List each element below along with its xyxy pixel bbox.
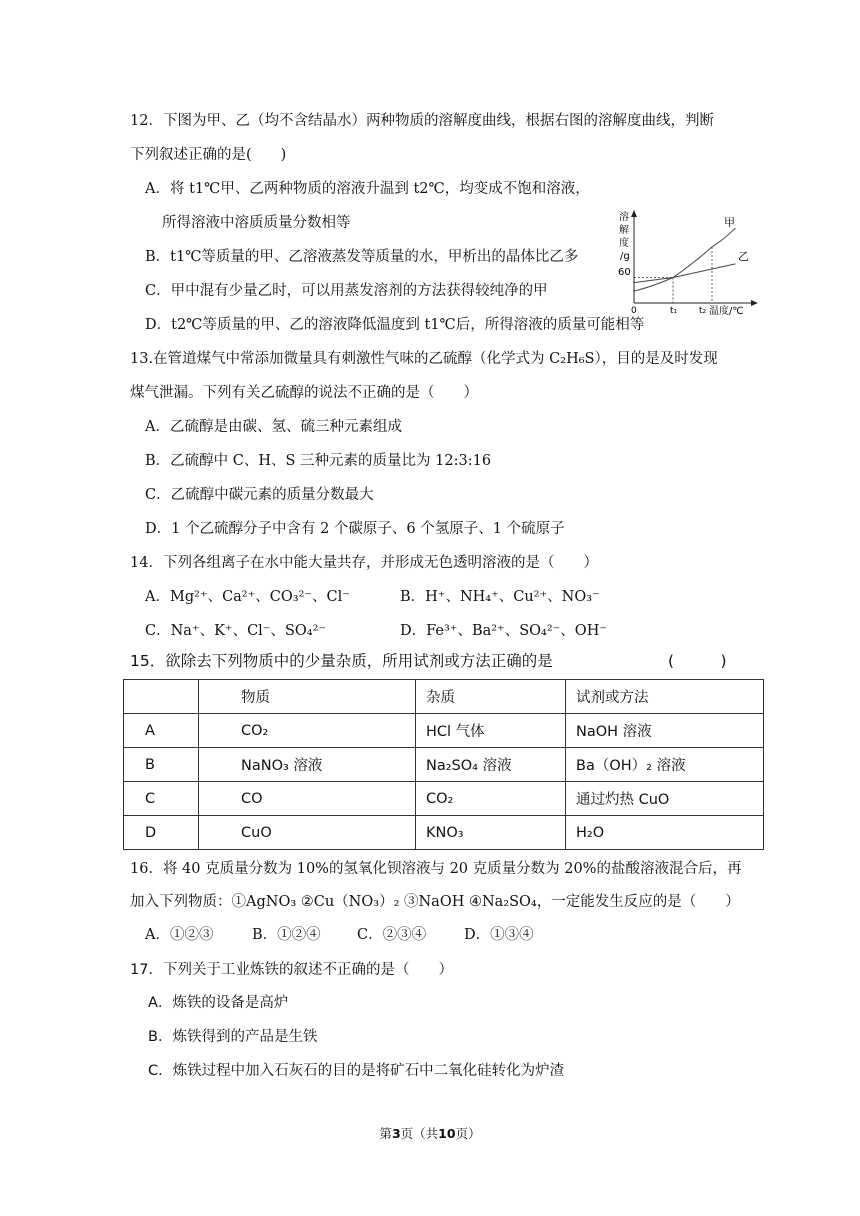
q12-stem-line2: 下列叙述正确的是( ) (130, 147, 287, 163)
table-cell: NaNO₃ 溶液 (199, 748, 416, 782)
table-cell: H₂O (566, 816, 764, 850)
table-cell: CO (199, 782, 416, 816)
table-cell: A (124, 714, 199, 748)
q15-answer-paren: ( ) (668, 652, 727, 670)
table-row (124, 714, 764, 748)
footer-suffix: 页） (455, 1126, 481, 1141)
table-cell: B (124, 748, 199, 782)
q16-option-a: A．①②③ (145, 927, 214, 943)
table-header-cell: 物质 (199, 680, 416, 714)
q16-stem-line1: 16．将 40 克质量分数为 10%的氢氧化钡溶液与 20 克质量分数为 20%的盐酸溶液混合后，再 (130, 861, 742, 877)
q16-option-b: B．①②④ (252, 927, 321, 943)
table-cell: CuO (199, 816, 416, 850)
table-row (124, 748, 764, 782)
q15-stem: 15．欲除去下列物质中的少量杂质，所用试剂或方法正确的是 (130, 652, 553, 670)
q14-option-a: A．Mg²⁺、Ca²⁺、CO₃²⁻、Cl⁻ (145, 589, 350, 605)
q13-option-d: D．1 个乙硫醇分子中含有 2 个碳原子、6 个氢原子、1 个硫原子 (145, 521, 565, 537)
q14-option-d: D．Fe³⁺、Ba²⁺、SO₄²⁻、OH⁻ (400, 623, 607, 639)
legend-yi: 乙 (738, 250, 749, 263)
x-tick-t1: t₁ (670, 306, 678, 316)
q12-option-a-line2: 所得溶液中溶质质量分数相等 (162, 215, 351, 231)
q13-option-c: C．乙硫醇中碳元素的质量分数最大 (145, 487, 374, 503)
curve-jia (634, 228, 735, 291)
footer-middle: 页（共 (400, 1126, 439, 1141)
y-axis-label-1: 溶 (619, 212, 629, 223)
table-row (124, 816, 764, 850)
q12-option-a-line1: A．将 t1℃甲、乙两种物质的溶液升温到 t2℃，均变成不饱和溶液， (145, 181, 590, 197)
table-cell: 通过灼热 CuO (566, 782, 764, 816)
q14-option-c: C．Na⁺、K⁺、Cl⁻、SO₄²⁻ (145, 623, 327, 639)
q12-option-c: C．甲中混有少量乙时，可以用蒸发溶剂的方法获得较纯净的甲 (145, 283, 548, 299)
table-header-cell: 杂质 (416, 680, 566, 714)
q16-option-c: C．②③④ (357, 927, 427, 943)
q17-option-c: C．炼铁过程中加入石灰石的目的是将矿石中二氧化硅转化为炉渣 (148, 1063, 565, 1079)
q14-stem: 14．下列各组离子在水中能大量共存，并形成无色透明溶液的是（ ） (130, 555, 598, 571)
q16-option-d: D．①③④ (464, 927, 534, 943)
x-tick-0: 0 (631, 306, 637, 316)
solubility-curve-chart (612, 208, 760, 320)
table-cell: HCl 气体 (416, 714, 566, 748)
table-cell: KNO₃ (416, 816, 566, 850)
y-axis-arrow (631, 210, 637, 217)
q12-stem-line1: 12．下图为甲、乙（均不含结晶水）两种物质的溶解度曲线，根据右图的溶解度曲线，判断 (130, 113, 714, 129)
q13-option-a: A．乙硫醇是由碳、氢、硫三种元素组成 (145, 419, 402, 435)
legend-jia: 甲 (724, 216, 735, 229)
table-cell: Na₂SO₄ 溶液 (416, 748, 566, 782)
x-axis-label: 温度/℃ (709, 306, 744, 317)
x-axis-arrow (751, 300, 758, 306)
q12-option-b: B．t1℃等质量的甲、乙溶液蒸发等质量的水，甲析出的晶体比乙多 (145, 249, 579, 265)
q12-option-d: D．t2℃等质量的甲、乙的溶液降低温度到 t1℃后，所得溶液的质量可能相等 (145, 317, 645, 333)
q13-stem-line2: 煤气泄漏。下列有关乙硫醇的说法不正确的是（ ） (130, 385, 478, 401)
y-tick-60: 60 (618, 267, 631, 278)
y-axis-label-4: /g (620, 251, 630, 262)
page-footer (0, 1124, 860, 1142)
q17-option-a: A．炼铁的设备是高炉 (148, 995, 289, 1011)
table-header-cell: 试剂或方法 (566, 680, 764, 714)
q16-stem-line2: 加入下列物质：①AgNO₃ ②Cu（NO₃）₂ ③NaOH ④Na₂SO₄，一定能发生反应的是（ ） (130, 894, 740, 910)
q13-stem-line1: 13.在管道煤气中常添加微量具有刺激性气味的乙硫醇（化学式为 C₂H₆S），目的是及时发现 (130, 351, 718, 367)
q17-option-b: B．炼铁得到的产品是生铁 (148, 1029, 318, 1045)
table-cell: CO₂ (199, 714, 416, 748)
x-tick-t2: t₂ (699, 306, 707, 316)
footer-prefix: 第 (379, 1126, 392, 1141)
q14-option-b: B．H⁺、NH₄⁺、Cu²⁺、NO₃⁻ (400, 589, 600, 605)
table-cell: NaOH 溶液 (566, 714, 764, 748)
q13-option-b: B．乙硫醇中 C、H、S 三种元素的质量比为 12:3:16 (145, 453, 492, 469)
table-cell: Ba（OH）₂ 溶液 (566, 748, 764, 782)
table-cell: C (124, 782, 199, 816)
footer-total-pages: 10 (438, 1126, 456, 1141)
footer-page-number: 3 (391, 1126, 401, 1141)
table-row (124, 782, 764, 816)
q17-stem: 17．下列关于工业炼铁的叙述不正确的是（ ） (130, 962, 453, 978)
curve-yi (634, 264, 735, 283)
table-cell: D (124, 816, 199, 850)
y-axis-label-2: 解 (619, 225, 629, 236)
table-cell: CO₂ (416, 782, 566, 816)
q15-table (123, 679, 764, 850)
y-axis-label-3: 度 (619, 238, 629, 249)
table-header-row (124, 680, 764, 714)
table-header-cell (124, 680, 199, 714)
